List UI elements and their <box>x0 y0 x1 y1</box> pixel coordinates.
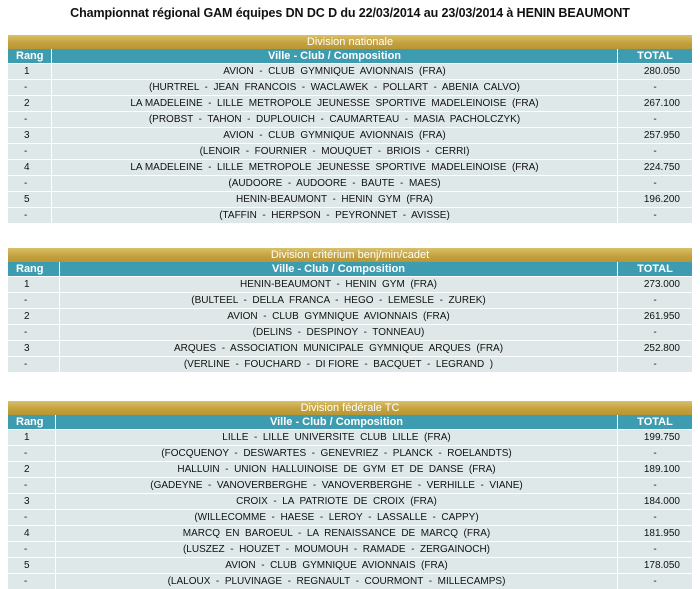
rank-cell: 1 <box>8 430 56 445</box>
rank-cell: 3 <box>8 494 56 509</box>
total-cell: 261.950 <box>643 311 680 322</box>
table-row <box>8 159 692 175</box>
table-row <box>8 461 692 477</box>
total-cell: - <box>653 576 657 587</box>
club-cell: HENIN-BEAUMONT - HENIN GYM (FRA) <box>60 277 618 292</box>
table-row <box>8 191 692 207</box>
table-row <box>8 493 692 509</box>
rank-cell: 4 <box>8 526 56 541</box>
table-row <box>8 95 692 111</box>
rank-cell: - <box>8 446 56 461</box>
table-row <box>8 573 692 589</box>
table-row <box>8 541 692 557</box>
total-cell: 181.950 <box>643 528 680 539</box>
total-cell: - <box>653 295 657 306</box>
division-header: Division fédérale TC <box>8 401 692 415</box>
total-cell: - <box>653 146 657 157</box>
column-header-club: Ville - Club / Composition <box>56 415 618 429</box>
total-cell: 224.750 <box>643 162 680 173</box>
table-row <box>8 525 692 541</box>
rank-cell: - <box>8 80 52 95</box>
division-header: Division critérium benj/min/cadet <box>8 248 692 262</box>
division-table <box>8 401 692 589</box>
rank-cell: 3 <box>8 341 60 356</box>
rank-cell: 2 <box>8 309 60 324</box>
total-cell: 257.950 <box>643 130 680 141</box>
division-table <box>8 248 692 372</box>
table-row <box>8 509 692 525</box>
total-cell: - <box>653 178 657 189</box>
page-title: Championnat régional GAM équipes DN DC D du 22/03/2014 au 23/03/2014 à HENIN BEAUMONT <box>70 6 630 20</box>
total-cell: 273.000 <box>643 279 680 290</box>
club-cell: (PROBST - TAHON - DUPLOUICH - CAUMARTEAU - MASIA PACHOLCZYK) <box>52 112 618 127</box>
column-header-total: TOTAL <box>637 263 673 275</box>
table-row <box>8 477 692 493</box>
total-cell: - <box>653 359 657 370</box>
total-cell: 267.100 <box>643 98 680 109</box>
club-cell: (AUDOORE - AUDOORE - BAUTE - MAES) <box>52 176 618 191</box>
column-header-club: Ville - Club / Composition <box>60 262 618 276</box>
rank-cell: - <box>8 144 52 159</box>
table-row <box>8 63 692 79</box>
rank-cell: - <box>8 542 56 557</box>
rank-cell: - <box>8 208 52 223</box>
club-cell: MARCQ EN BAROEUL - LA RENAISSANCE DE MARCQ (FRA) <box>56 526 618 541</box>
rank-cell: 3 <box>8 128 52 143</box>
rank-cell: - <box>8 357 60 372</box>
rank-cell: - <box>8 176 52 191</box>
club-cell: (FOCQUENOY - DESWARTES - GENEVRIEZ - PLANCK - ROELANDTS) <box>56 446 618 461</box>
division-table <box>8 35 692 223</box>
club-cell: (BULTEEL - DELLA FRANCA - HEGO - LEMESLE - ZUREK) <box>60 293 618 308</box>
club-cell: LILLE - LILLE UNIVERSITE CLUB LILLE (FRA) <box>56 430 618 445</box>
column-header-total: TOTAL <box>637 50 673 62</box>
table-row <box>8 324 692 340</box>
table-row <box>8 175 692 191</box>
table-row <box>8 445 692 461</box>
table-row <box>8 340 692 356</box>
rank-cell: - <box>8 510 56 525</box>
table-row <box>8 207 692 223</box>
rank-cell: 1 <box>8 64 52 79</box>
club-cell: AVION - CLUB GYMNIQUE AVIONNAIS (FRA) <box>52 128 618 143</box>
table-row <box>8 143 692 159</box>
total-cell: - <box>653 210 657 221</box>
total-cell: - <box>653 114 657 125</box>
club-cell: AVION - CLUB GYMNIQUE AVIONNAIS (FRA) <box>52 64 618 79</box>
total-cell: 196.200 <box>643 194 680 205</box>
total-cell: - <box>653 544 657 555</box>
column-header-row <box>8 262 692 276</box>
table-row <box>8 79 692 95</box>
division-header: Division nationale <box>8 35 692 49</box>
club-cell: HALLUIN - UNION HALLUINOISE DE GYM ET DE DANSE (FRA) <box>56 462 618 477</box>
rank-cell: - <box>8 293 60 308</box>
total-cell: - <box>653 480 657 491</box>
club-cell: (LENOIR - FOURNIER - MOUQUET - BRIOIS - CERRI) <box>52 144 618 159</box>
rank-cell: 5 <box>8 558 56 573</box>
club-cell: HENIN-BEAUMONT - HENIN GYM (FRA) <box>52 192 618 207</box>
total-cell: - <box>653 82 657 93</box>
total-cell: - <box>653 327 657 338</box>
rank-cell: 2 <box>8 96 52 111</box>
table-row <box>8 557 692 573</box>
table-row <box>8 308 692 324</box>
column-header-rang: Rang <box>8 262 60 276</box>
rank-cell: - <box>8 325 60 340</box>
column-header-total: TOTAL <box>637 416 673 428</box>
rank-cell: - <box>8 478 56 493</box>
club-cell: (LUSZEZ - HOUZET - MOUMOUH - RAMADE - ZERGAINOCH) <box>56 542 618 557</box>
total-cell: 252.800 <box>643 343 680 354</box>
club-cell: (DELINS - DESPINOY - TONNEAU) <box>60 325 618 340</box>
table-row <box>8 276 692 292</box>
total-cell: 184.000 <box>643 496 680 507</box>
total-cell: 189.100 <box>643 464 680 475</box>
club-cell: (GADEYNE - VANOVERBERGHE - VANOVERBERGHE - VERHILLE - VIANE) <box>56 478 618 493</box>
rank-cell: 2 <box>8 462 56 477</box>
rank-cell: - <box>8 574 56 589</box>
club-cell: (HURTREL - JEAN FRANCOIS - WACLAWEK - POLLART - ABENIA CALVO) <box>52 80 618 95</box>
column-header-rang: Rang <box>8 415 56 429</box>
column-header-rang: Rang <box>8 49 52 63</box>
column-header-row <box>8 415 692 429</box>
club-cell: (WILLECOMME - HAESE - LEROY - LASSALLE - CAPPY) <box>56 510 618 525</box>
rank-cell: 5 <box>8 192 52 207</box>
table-row <box>8 429 692 445</box>
table-row <box>8 127 692 143</box>
total-cell: - <box>653 448 657 459</box>
rank-cell: 1 <box>8 277 60 292</box>
column-header-club: Ville - Club / Composition <box>52 49 618 63</box>
club-cell: AVION - CLUB GYMNIQUE AVIONNAIS (FRA) <box>60 309 618 324</box>
club-cell: CROIX - LA PATRIOTE DE CROIX (FRA) <box>56 494 618 509</box>
table-row <box>8 292 692 308</box>
rank-cell: - <box>8 112 52 127</box>
total-cell: 199.750 <box>643 432 680 443</box>
club-cell: AVION - CLUB GYMNIQUE AVIONNAIS (FRA) <box>56 558 618 573</box>
rank-cell: 4 <box>8 160 52 175</box>
total-cell: 280.050 <box>643 66 680 77</box>
total-cell: - <box>653 512 657 523</box>
club-cell: LA MADELEINE - LILLE METROPOLE JEUNESSE SPORTIVE MADELEINOISE (FRA) <box>52 96 618 111</box>
club-cell: (VERLINE - FOUCHARD - DI FIORE - BACQUET - LEGRAND ) <box>60 357 618 372</box>
table-row <box>8 111 692 127</box>
club-cell: LA MADELEINE - LILLE METROPOLE JEUNESSE SPORTIVE MADELEINOISE (FRA) <box>52 160 618 175</box>
table-row <box>8 356 692 372</box>
total-cell: 178.050 <box>643 560 680 571</box>
club-cell: ARQUES - ASSOCIATION MUNICIPALE GYMNIQUE ARQUES (FRA) <box>60 341 618 356</box>
column-header-row <box>8 49 692 63</box>
club-cell: (LALOUX - PLUVINAGE - REGNAULT - COURMONT - MILLECAMPS) <box>56 574 618 589</box>
club-cell: (TAFFIN - HERPSON - PEYRONNET - AVISSE) <box>52 208 618 223</box>
